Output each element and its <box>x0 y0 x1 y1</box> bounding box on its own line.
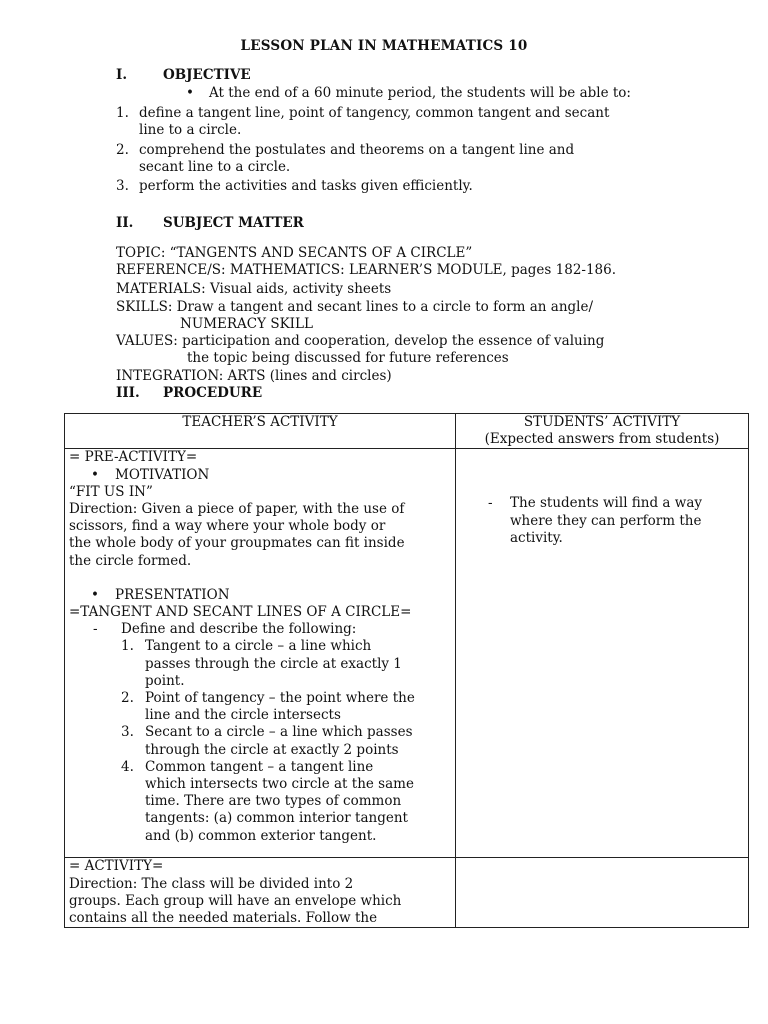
objective-item-number: 2. <box>116 142 129 158</box>
section-number: III. <box>116 385 140 401</box>
section-title: OBJECTIVE <box>163 67 251 83</box>
subject-topic: TOPIC: “TANGENTS AND SECANTS OF A CIRCLE” <box>116 245 473 261</box>
activity-direction-line: groups. Each group will have an envelope which <box>69 892 402 909</box>
section-title: PROCEDURE <box>163 385 263 401</box>
objective-item-number: 1. <box>116 105 129 121</box>
presentation-item: • PRESENTATION <box>69 587 451 604</box>
students-activity-cell <box>456 449 749 858</box>
subject-values: VALUES: participation and cooperation, develop the essence of valuing <box>116 333 605 349</box>
section-procedure-heading <box>116 385 262 402</box>
fit-direction-line: the whole body of your groupmates can fit inside <box>69 535 405 552</box>
subject-skills-cont: NUMERACY SKILL <box>180 316 313 332</box>
subject-materials: MATERIALS: Visual aids, activity sheets <box>116 281 392 297</box>
teacher-activity-cell <box>65 449 456 858</box>
objective-intro: At the end of a 60 minute period, the students will be able to: <box>209 85 631 101</box>
objective-item-line: comprehend the postulates and theorems on a tangent line and <box>139 142 575 158</box>
table-row <box>65 449 749 858</box>
bullet-icon: • <box>186 85 194 101</box>
motivation-item: • MOTIVATION <box>69 467 451 484</box>
subject-reference: REFERENCE/S: MATHEMATICS: LEARNER’S MODULE, pages 182-186. <box>116 262 617 278</box>
list-item: 3. Secant to a circle – a line which passes through the circle at exactly 2 points <box>121 724 413 758</box>
students-activity-cell <box>456 858 749 928</box>
pre-activity-label: = PRE-ACTIVITY= <box>69 449 198 466</box>
fit-direction-line: the circle formed. <box>69 552 192 569</box>
students-activity-header <box>456 414 749 449</box>
header-label: STUDENTS’ ACTIVITY <box>523 414 681 430</box>
table-row <box>65 858 749 928</box>
fit-direction-line: Direction: Given a piece of paper, with the use of <box>69 501 405 518</box>
objective-item-line: define a tangent line, point of tangency, common tangent and secant <box>139 105 610 121</box>
subject-skills: SKILLS: Draw a tangent and secant lines to a circle to form an angle/ <box>116 299 594 315</box>
section-objective-heading <box>116 67 251 84</box>
terms-list <box>69 638 451 844</box>
table-header-row <box>65 414 749 449</box>
header-sublabel: (Expected answers from students) <box>484 431 720 448</box>
objective-item-number: 3. <box>116 178 129 194</box>
objective-item-line: line to a circle. <box>139 122 242 138</box>
list-item: 4. Common tangent – a tangent line which intersects two circle at the same time. There are two types of common tangents: (a) common interior tangent and (b) common exterior tangent. <box>121 758 414 844</box>
header-label: TEACHER’S ACTIVITY <box>182 414 338 430</box>
subject-integration: INTEGRATION: ARTS (lines and circles) <box>116 368 392 384</box>
teacher-activity-cell <box>65 858 456 928</box>
section-number: II. <box>116 215 134 231</box>
page-title: LESSON PLAN IN MATHEMATICS 10 <box>240 38 528 54</box>
objective-item-line: perform the activities and tasks given efficiently. <box>139 178 473 194</box>
subject-values-cont: the topic being discussed for future references <box>187 350 509 366</box>
activity-direction-line: Direction: The class will be divided into 2 <box>69 875 354 892</box>
tangent-heading: =TANGENT AND SECANT LINES OF A CIRCLE= <box>69 604 412 621</box>
section-title: SUBJECT MATTER <box>163 215 304 231</box>
define-item: - Define and describe the following: <box>93 621 357 638</box>
procedure-table <box>64 413 749 928</box>
section-subject-heading <box>116 215 304 232</box>
student-response: - The students will find a way where they can perform the activity. <box>488 495 702 546</box>
list-item: 2. Point of tangency – the point where the line and the circle intersects <box>121 690 415 724</box>
teacher-activity-header <box>65 414 456 449</box>
fit-title: “FIT US IN” <box>69 483 153 500</box>
objective-item-line: secant line to a circle. <box>139 159 291 175</box>
activity-direction-line: contains all the needed materials. Follow the <box>69 910 378 927</box>
list-item: 1. Tangent to a circle – a line which passes through the circle at exactly 1 point. <box>121 638 402 689</box>
section-number: I. <box>116 67 128 83</box>
fit-direction-line: scissors, find a way where your whole body or <box>69 518 386 535</box>
activity-label: = ACTIVITY= <box>69 858 164 875</box>
